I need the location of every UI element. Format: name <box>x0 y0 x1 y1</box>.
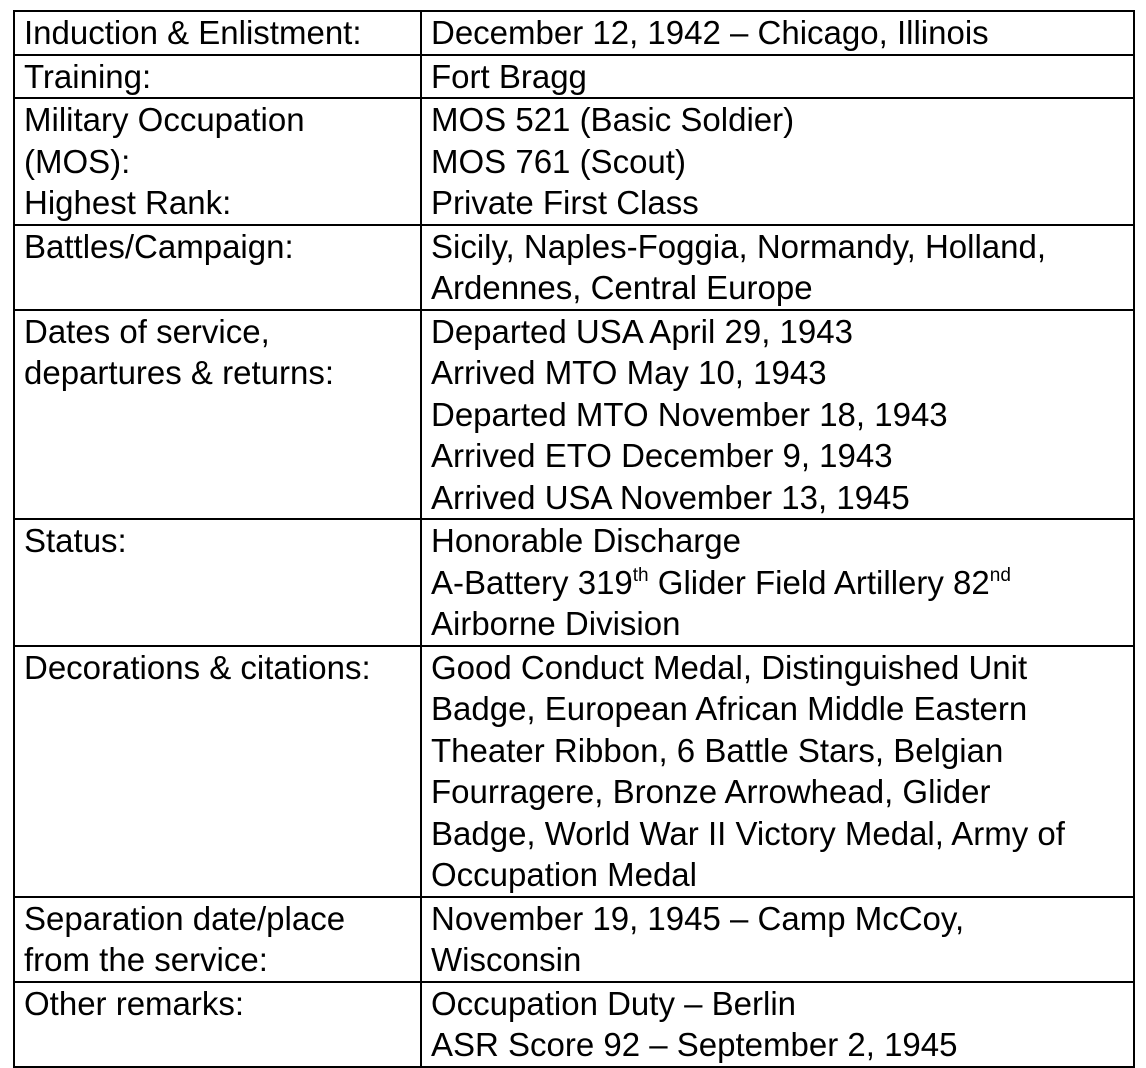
label-text: Decorations & citations: <box>24 648 371 686</box>
label-text: Military Occupation <box>24 101 305 138</box>
value-text: Ardennes, Central Europe <box>431 269 813 306</box>
value-text: ASR Score 92 – September 2, 1945 <box>431 1026 958 1063</box>
value-cell <box>421 98 1134 225</box>
value-text: November 19, 1945 – Camp McCoy, <box>431 899 965 937</box>
value-text: Occupation Duty – Berlin <box>431 984 797 1022</box>
value-text: Arrived ETO December 9, 1943 <box>431 437 893 474</box>
label-cell <box>14 982 421 1067</box>
unit-text-part: Glider Field Artillery 82 <box>648 563 990 601</box>
value-cell <box>421 11 1134 55</box>
value-text: Good Conduct Medal, Distinguished Unit <box>431 648 1028 686</box>
value-cell <box>421 225 1134 310</box>
table-row <box>14 982 1134 1067</box>
value-text: Sicily, Naples-Foggia, Normandy, Holland, <box>431 227 1047 265</box>
value-text: Badge, World War II Victory Medal, Army of <box>431 814 1065 852</box>
table-row <box>14 55 1134 99</box>
value-text: Badge, European African Middle Eastern <box>431 690 1028 727</box>
value-text: December 12, 1942 – Chicago, Illinois <box>431 14 989 51</box>
value-text: Fourragere, Bronze Arrowhead, Glider <box>431 773 991 810</box>
value-cell <box>421 310 1134 520</box>
service-record-table <box>13 10 1135 1068</box>
unit-line <box>431 562 1133 604</box>
table-row <box>14 310 1134 520</box>
label-cell <box>14 225 421 310</box>
label-text: Training: <box>24 57 152 95</box>
service-record <box>13 10 1133 1063</box>
ordinal-suffix: th <box>632 564 649 586</box>
value-text: Honorable Discharge <box>431 522 742 559</box>
label-cell <box>14 55 421 99</box>
value-text: Wisconsin <box>431 941 582 978</box>
label-text: Battles/Campaign: <box>24 227 294 265</box>
value-text: MOS 761 (Scout) <box>431 142 686 180</box>
table-row <box>14 11 1134 55</box>
value-text: Fort Bragg <box>431 57 587 95</box>
label-text: Status: <box>24 522 127 559</box>
value-text: Private First Class <box>431 184 699 221</box>
value-text: Arrived MTO May 10, 1943 <box>431 354 827 391</box>
label-cell <box>14 519 421 646</box>
table-row <box>14 225 1134 310</box>
value-text: Departed MTO November 18, 1943 <box>431 395 948 433</box>
value-cell <box>421 897 1134 982</box>
label-cell <box>14 646 421 897</box>
label-cell <box>14 897 421 982</box>
value-cell <box>421 519 1134 646</box>
label-cell <box>14 98 421 225</box>
ordinal-suffix: nd <box>989 564 1011 586</box>
label-text: Highest Rank: <box>24 184 232 221</box>
label-cell <box>14 11 421 55</box>
table-row <box>14 646 1134 897</box>
value-text: Arrived USA November 13, 1945 <box>431 478 910 516</box>
label-text: (MOS): <box>24 142 131 180</box>
value-text: Airborne Division <box>431 605 681 642</box>
table-row <box>14 519 1134 646</box>
label-cell <box>14 310 421 520</box>
table-row <box>14 897 1134 982</box>
label-text: departures & returns: <box>24 354 334 391</box>
value-cell <box>421 55 1134 99</box>
label-text: from the service: <box>24 941 268 978</box>
label-text: Other remarks: <box>24 984 245 1022</box>
value-text: Occupation Medal <box>431 856 697 893</box>
label-text: Dates of service, <box>24 312 270 350</box>
table-row <box>14 98 1134 225</box>
value-text: Departed USA April 29, 1943 <box>431 312 853 350</box>
value-cell <box>421 646 1134 897</box>
value-text: MOS 521 (Basic Soldier) <box>431 101 795 138</box>
label-text: Separation date/place <box>24 899 346 937</box>
value-text: Theater Ribbon, 6 Battle Stars, Belgian <box>431 731 1004 769</box>
unit-text-part: A-Battery 319 <box>431 563 633 601</box>
label-text: Induction & Enlistment: <box>24 14 362 51</box>
value-cell <box>421 982 1134 1067</box>
